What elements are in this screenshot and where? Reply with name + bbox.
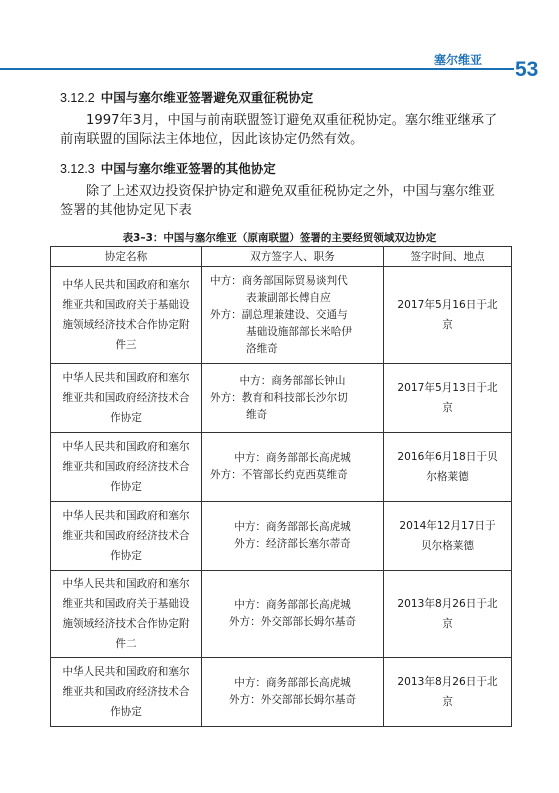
signer-line: 基础设施部部长米哈伊 [246,325,352,338]
signers-cell [202,658,384,727]
signer-line: 外方：副总理兼建设、交通与 [210,308,348,321]
page-number: 53 [515,58,539,81]
section-number: 3.12.3 [60,162,95,176]
column-header-date: 签字时间、地点 [384,247,512,267]
table-row [51,571,512,658]
sign-date: 2013年8月26日于北京 [384,571,512,658]
signer-line: 外方：教育和科技部长沙尔切 [210,391,348,404]
signer-line: 中方：商务部部长高虎城 [234,599,351,611]
signers-cell [202,502,384,571]
section-heading-3-12-2 [60,88,313,106]
table-row [51,502,512,571]
signer-line: 中方：商务部部长高虎城 [234,452,351,464]
section-title: 中国与塞尔维亚签署的其他协定 [100,161,276,176]
signer-line: 外方：经济部长塞尔蒂奇 [234,538,351,550]
column-header-signers: 双方签字人、职务 [202,247,384,267]
section-title: 中国与塞尔维亚签署避免双重征税协定 [100,90,314,105]
section-heading-3-12-3 [60,159,276,177]
signer-line: 中方：商务部部长高虎城 [234,677,351,689]
signer-line: 维奇 [246,408,268,421]
section-paragraph: 除了上述双边投资保护协定和避免双重征税协定之外，中国与塞尔维亚签署的其他协定见下表 [60,184,495,218]
signers-cell [202,364,384,433]
sign-date: 2013年8月26日于北京 [384,658,512,727]
agreement-name: 中华人民共和国政府和塞尔维亚共和国政府经济技术合作协定 [51,364,202,433]
agreement-name: 中华人民共和国政府和塞尔维亚共和国政府经济技术合作协定 [51,658,202,727]
signers-cell [202,433,384,502]
table-row [51,364,512,433]
sign-date: 2017年5月16日于北京 [384,267,512,364]
table-row [51,433,512,502]
running-header-label: 塞尔维亚 [434,53,483,67]
table-caption: 表3–3：中国与塞尔维亚（原南联盟）签署的主要经贸领域双边协定 [122,232,437,244]
table-header-row [51,247,512,267]
signer-line: 外方：外交部部长姆尔基奇 [228,694,357,706]
signer-line: 外方：不管部长约克西莫维奇 [210,469,348,481]
table-row [51,658,512,727]
agreement-name: 中华人民共和国政府和塞尔维亚共和国政府关于基础设施领域经济技术合作协定附件三 [51,267,202,364]
signer-line: 中方：商务部部长高虎城 [234,521,351,533]
column-header-name: 协定名称 [51,247,202,267]
sign-date: 2016年6月18日于贝尔格莱德 [384,433,512,502]
table-row [51,267,512,364]
signer-line: 洛维奇 [246,342,278,355]
agreement-name: 中华人民共和国政府和塞尔维亚共和国政府经济技术合作协定 [51,433,202,502]
agreements-table [50,246,512,727]
header-rule [0,68,514,70]
agreement-name: 中华人民共和国政府和塞尔维亚共和国政府经济技术合作协定 [51,502,202,571]
agreement-name: 中华人民共和国政府和塞尔维亚共和国政府关于基础设施领域经济技术合作协定附件二 [51,571,202,658]
signer-line: 表兼副部长傅自应 [246,291,331,304]
sign-date: 2017年5月13日于北京 [384,364,512,433]
signer-line: 中方：商务部国际贸易谈判代 [210,274,348,287]
signer-line: 外方：外交部部长姆尔基奇 [228,616,357,628]
signers-cell [202,267,384,364]
signers-cell [202,571,384,658]
section-number: 3.12.2 [60,91,95,105]
section-paragraph: 1997年3月，中国与前南联盟签订避免双重征税协定。塞尔维亚继承了前南联盟的国际法主体地位，因此该协定仍然有效。 [60,113,498,147]
signer-line: 中方：商务部部长钟山 [239,374,346,387]
sign-date: 2014年12月17日于贝尔格莱德 [384,502,512,571]
